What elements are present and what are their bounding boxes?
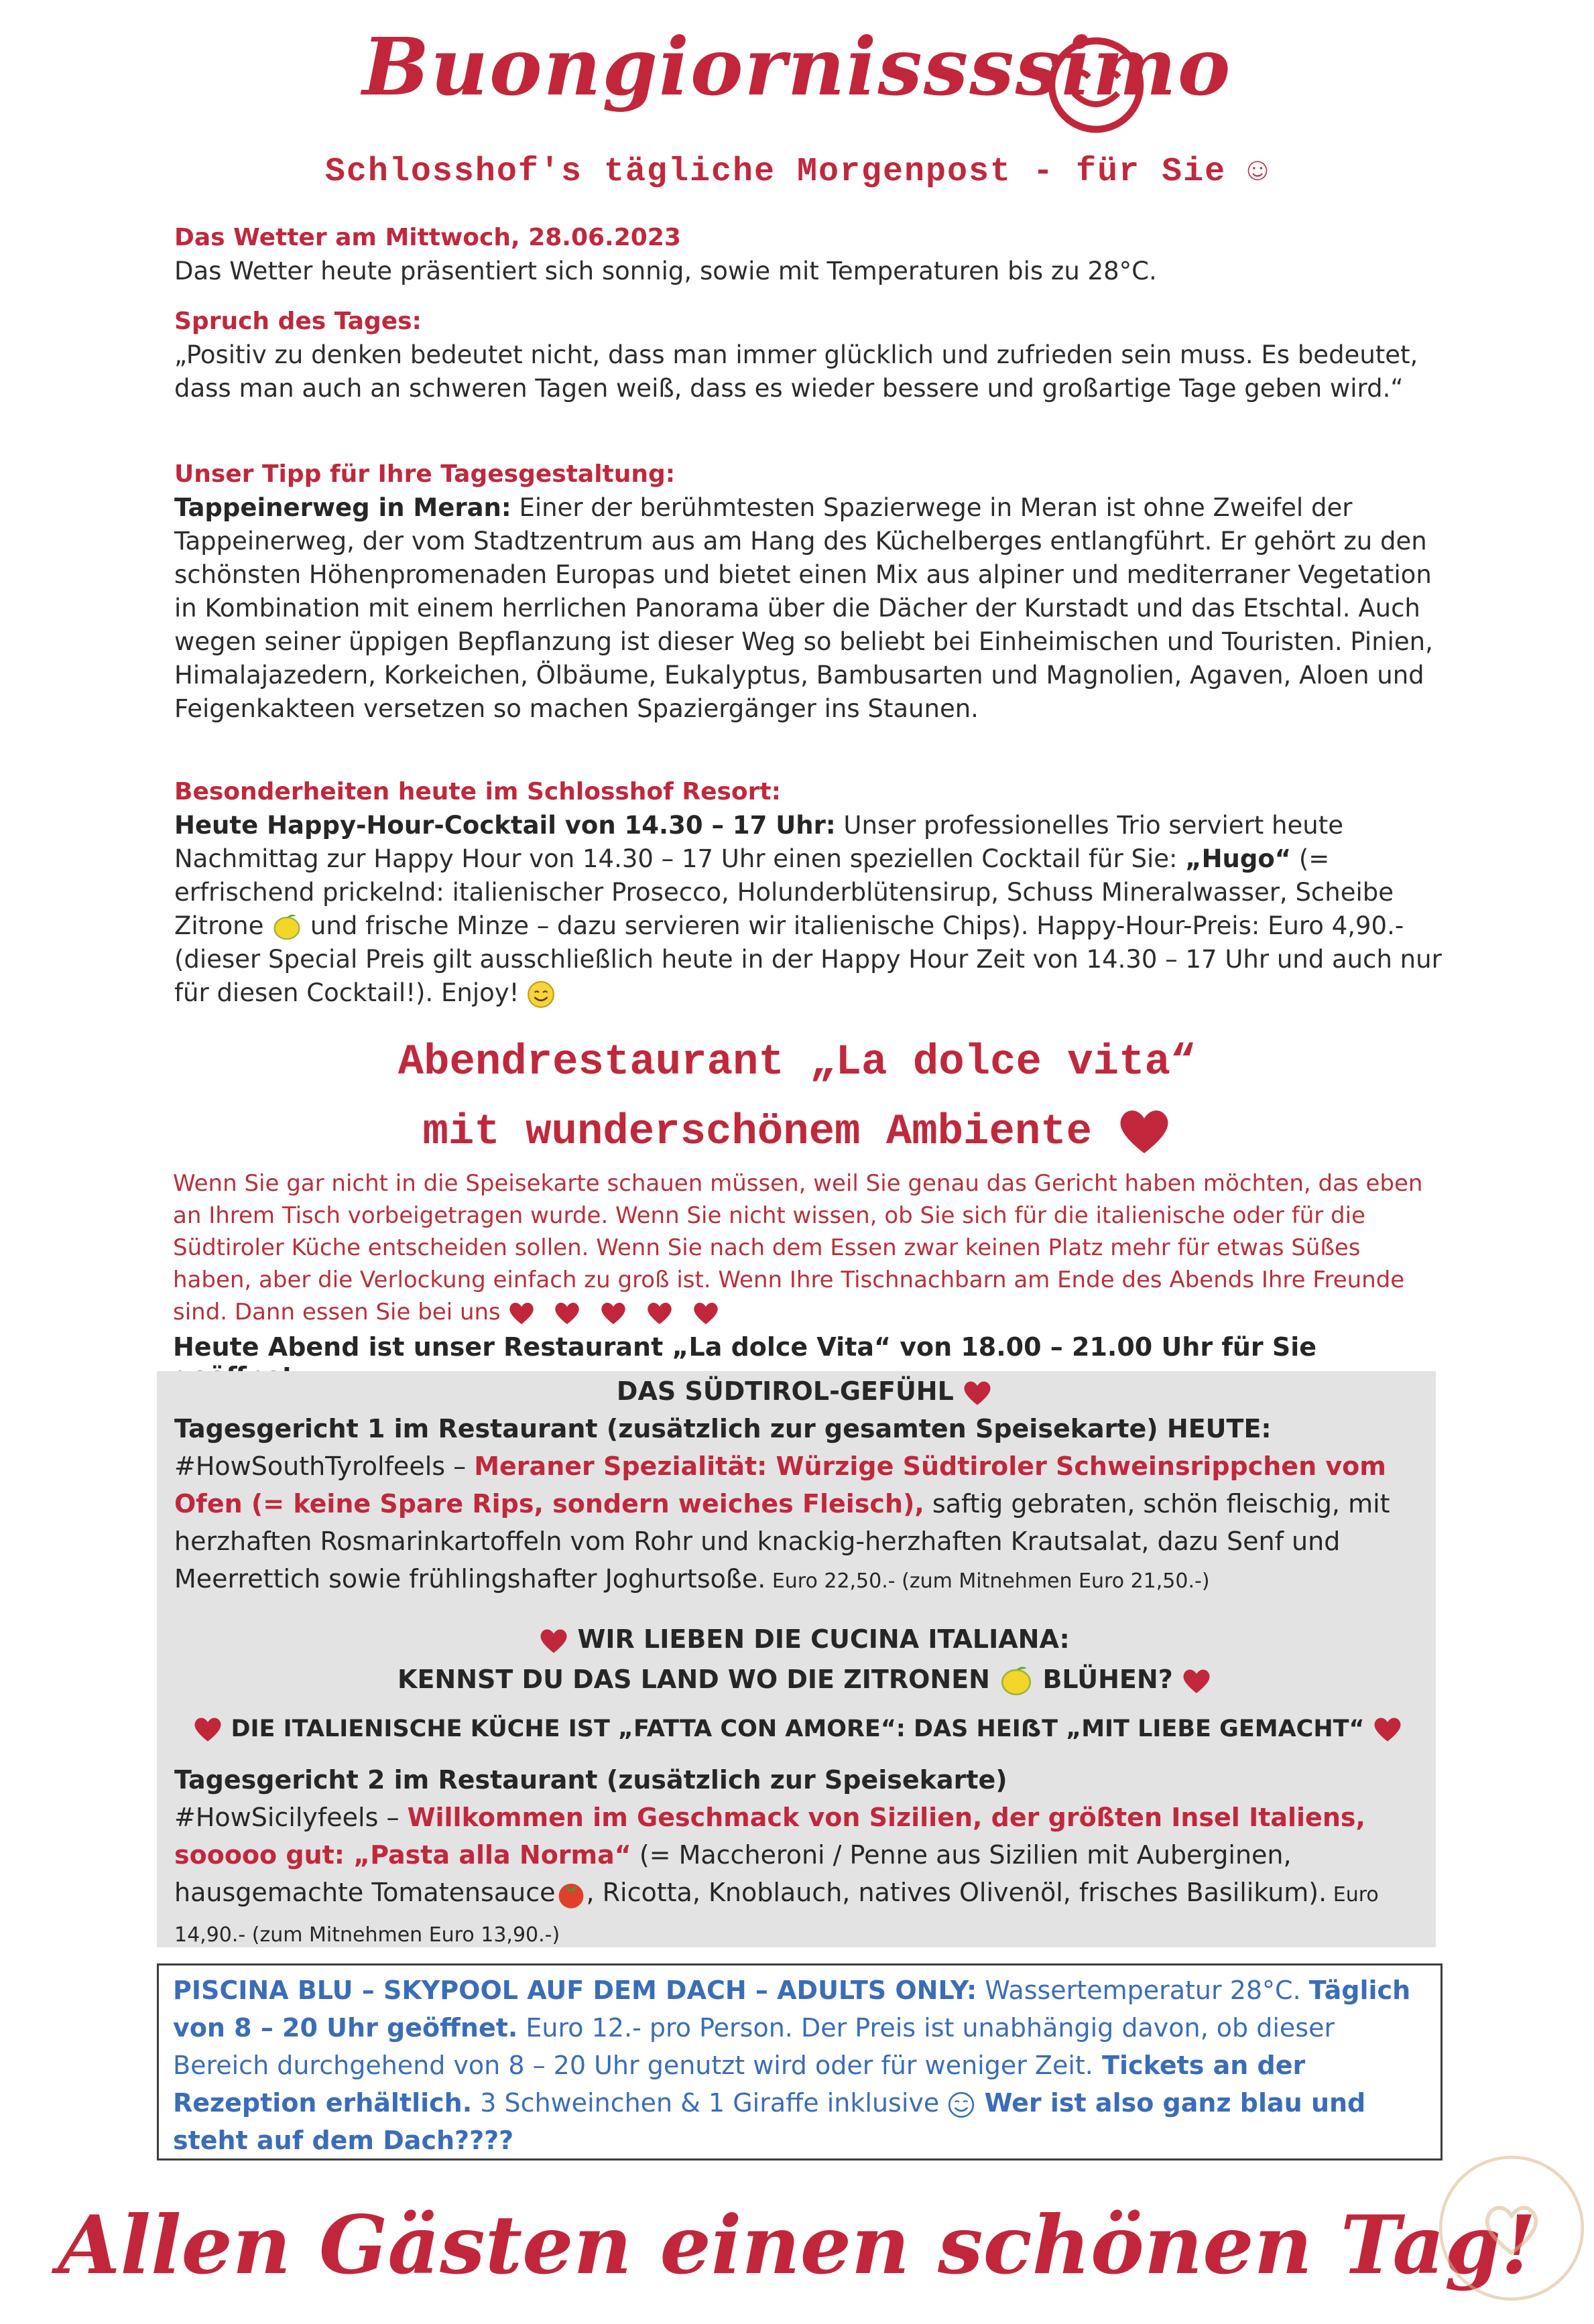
tip-title: Unser Tipp für Ihre Tagesgestaltung: bbox=[174, 460, 676, 488]
italy-line2b: BLÜHEN? bbox=[1042, 1665, 1173, 1694]
smile-outline-icon bbox=[947, 2091, 975, 2119]
heart-icon bbox=[539, 1628, 568, 1655]
italy-line2a: KENNST DU DAS LAND WO DIE ZITRONEN bbox=[397, 1665, 990, 1694]
dish1-block bbox=[174, 1410, 1434, 1600]
heart-icon bbox=[1117, 1108, 1171, 1156]
heart-icon bbox=[692, 1301, 719, 1326]
smiley-icon bbox=[1046, 35, 1146, 135]
dish2-text2: , Ricotta, Knoblauch, natives Olivenöl, frisches Basilikum). bbox=[586, 1878, 1327, 1907]
pool-lead4: Wer ist also ganz blau und steht auf dem Dach???? bbox=[173, 2088, 1366, 2155]
ambiente-text bbox=[173, 1167, 1433, 1328]
pool-lead2: Täglich von 8 – 20 Uhr geöffnet. bbox=[173, 1976, 1411, 2043]
special-text2: (= erfrischend prickelnd: italienischer Prosecco, Holunderblütensirup, Schuss Mineralwasser, Scheibe Zitrone bbox=[174, 844, 1394, 940]
quote-title: Spruch des Tages: bbox=[174, 308, 422, 335]
tip-body: Einer der berühmtesten Spazierwege in Meran ist ohne Zweifel der Tappeinerweg, der vom Stadtzentrum aus am Hang des Küchelberges entlangführt. Er gehört zu den schönsten Höhenpromenaden Europas und bietet einen Mix aus alpiner und mediterraner Vegetation in Kombination mit einem herrlichen Panorama über die Dächer der Kurstadt und das Etschtal. Auch wegen seiner üppigen Bepflanzung ist dieser Weg so beliebt bei Einheimischen und Touristen. Pinien, Himalajazedern, Korkeichen, Ölbäume, Eukalyptus, Bambusarten und Magnolien, Agaven, Aloen und Feigenkakteen versetzen so machen Spaziergänger ins Staunen. bbox=[174, 493, 1433, 723]
heart-icon bbox=[600, 1301, 627, 1326]
heart-icon bbox=[1373, 1716, 1402, 1743]
dish2-block bbox=[174, 1761, 1434, 1954]
tip-section bbox=[174, 458, 1448, 726]
pool-lead: PISCINA BLU – SKYPOOL AUF DEM DACH – ADULTS ONLY: bbox=[173, 1976, 977, 2005]
dish1-title: Tagesgericht 1 im Restaurant (zusätzlich zur gesamten Speisekarte) HEUTE: bbox=[174, 1414, 1272, 1443]
special-lead: Heute Happy-Hour-Cocktail von 14.30 – 17 Uhr: bbox=[174, 811, 836, 840]
dish1-tag: #HowSouthTyrolfeels – bbox=[174, 1451, 475, 1481]
heart-icon bbox=[508, 1301, 535, 1326]
pool-t1: Wassertemperatur 28°C. bbox=[977, 1976, 1301, 2005]
pool-t3: 3 Schweinchen & 1 Giraffe inklusive bbox=[472, 2088, 940, 2118]
quote-text: „Positiv zu denken bedeutet nicht, dass man immer glücklich und zufrieden sein muss. Es bedeutet, dass man auch an schweren Tagen weiß, dass es wieder bessere und großartige Tage geben wird.“ bbox=[174, 340, 1418, 403]
dish1-body: saftig gebraten, schön fleischig, mit herzhaften Rosmarinkartoffeln vom Rohr und knackig-herzhaften Krautsalat, dazu Senf und Meerrettich sowie frühlingshafter Joghurtsoße. bbox=[174, 1489, 1390, 1594]
headline: Buongiornissssimo bbox=[362, 20, 1232, 113]
dish1-price: Euro 22,50.- (zum Mitnehmen Euro 21,50.-) bbox=[765, 1569, 1210, 1593]
ambiente-body: Wenn Sie gar nicht in die Speisekarte schauen müssen, weil Sie genau das Gericht haben möchten, das eben an Ihrem Tisch vorbeigetragen wurde. Wenn Sie nicht wissen, ob Sie sich für die italienische oder für die Südtiroler Küche entscheiden sollen. Wenn Sie nach dem Essen zwar keinen Platz mehr für etwas Süßes haben, aber die Verlockung einfach zu groß ist. Wenn Ihre Tischnachbarn am Ende des Abends Ihre Freunde sind. Dann essen Sie bei uns bbox=[173, 1170, 1423, 1326]
dish1-heading-text: DAS SÜDTIROL-GEFÜHL bbox=[616, 1376, 954, 1406]
weather-text: Das Wetter heute präsentiert sich sonnig, sowie mit Temperaturen bis zu 28°C. bbox=[174, 257, 1157, 285]
pool-lead3: Tickets an der Rezeption erhältlich. bbox=[173, 2051, 1306, 2118]
dish2-tag: #HowSicilyfeels – bbox=[174, 1803, 408, 1832]
lemon-icon bbox=[271, 912, 302, 943]
heart-icon bbox=[193, 1716, 223, 1743]
quote-section bbox=[174, 305, 1448, 405]
tip-lead: Tappeinerweg in Meran: bbox=[174, 493, 511, 522]
special-text1: Unser professionelles Trio serviert heute Nachmittag zur Happy Hour von 14.30 – 17 Uhr einen speziellen Cocktail für Sie: bbox=[174, 811, 1343, 873]
dish1-text bbox=[174, 1447, 1434, 1600]
italy-line3-text: DIE ITALIENISCHE KÜCHE IST „FATTA CON AMORE“: DAS HEIẞT „MIT LIEBE GEMACHT“ bbox=[231, 1716, 1365, 1742]
heart-icon bbox=[554, 1301, 580, 1326]
heart-icon bbox=[963, 1380, 992, 1407]
italy-line1-text: WIR LIEBEN DIE CUCINA ITALIANA: bbox=[577, 1624, 1070, 1654]
weather-title: Das Wetter am Mittwoch, 28.06.2023 bbox=[174, 224, 681, 251]
special-title: Besonderheiten heute im Schlosshof Resort: bbox=[174, 778, 782, 805]
con-cuore-seal-icon bbox=[1434, 2151, 1589, 2305]
tip-text bbox=[174, 491, 1448, 726]
special-text bbox=[174, 809, 1448, 1010]
italy-line2 bbox=[174, 1661, 1434, 1699]
italy-line3 bbox=[161, 1710, 1434, 1748]
pool-t2: Euro 12.- pro Person. Der Preis ist unabhängig davon, ob dieser Bereich durchgehend von 8 – 20 Uhr genutzt wird oder für weniger Zeit. bbox=[173, 2013, 1335, 2080]
dish1-heading bbox=[174, 1372, 1434, 1410]
ambiente-block bbox=[173, 1167, 1433, 1328]
hugo-label: „Hugo“ bbox=[1185, 844, 1292, 873]
smile-emoji-icon bbox=[527, 980, 555, 1009]
special-section bbox=[174, 775, 1448, 1010]
lemon-icon bbox=[999, 1664, 1034, 1699]
dish1-highlight: Meraner Spezialität: Würzige Südtiroler Schweinsrippchen vom Ofen (= keine Spare Rips, sondern weiches Fleisch), bbox=[174, 1451, 1386, 1519]
restaurant-subtitle-text: mit wunderschönem Ambiente bbox=[422, 1108, 1093, 1157]
italy-line1 bbox=[174, 1620, 1434, 1658]
restaurant-subtitle bbox=[0, 1108, 1594, 1157]
tomato-icon bbox=[556, 1879, 587, 1910]
dish2-title: Tagesgericht 2 im Restaurant (zusätzlich zur Speisekarte) bbox=[174, 1765, 1007, 1795]
subtitle: Schlosshof's tägliche Morgenpost - für Sie ☺ bbox=[324, 153, 1270, 191]
restaurant-opening: Heute Abend ist unser Restaurant „La dolce Vita“ von 18.00 – 21.00 Uhr für Sie bbox=[173, 1332, 1317, 1362]
dish2-highlight: Willkommen im Geschmack von Sizilien, der größten Insel Italiens, sooooo gut: „Pasta alla Norma“ bbox=[174, 1803, 1365, 1870]
footer-greeting: Allen Gästen einen schönen Tag! bbox=[58, 2198, 1536, 2293]
dish2-text bbox=[174, 1799, 1434, 1954]
heart-icon bbox=[646, 1301, 673, 1326]
heart-icon bbox=[1182, 1668, 1211, 1695]
pool-text bbox=[173, 1972, 1433, 2159]
weather-section bbox=[174, 221, 1448, 288]
dish2-price: Euro 14,90.- (zum Mitnehmen Euro 13,90.-) bbox=[174, 1883, 1379, 1947]
dish2-text1: (= Maccheroni / Penne aus Sizilien mit Auberginen, hausgemachte Tomatensauce bbox=[174, 1840, 1292, 1907]
restaurant-title: Abendrestaurant „La dolce vita“ bbox=[397, 1039, 1197, 1087]
special-text3: und frische Minze – dazu servieren wir italienische Chips). Happy-Hour-Preis: Euro 4,90.- (dieser Special Preis gilt ausschließlich heute in der Happy Hour Zeit von 14.30 – 17 Uhr und auch nur für diesen Cocktail!). Enjoy! bbox=[174, 911, 1442, 1007]
